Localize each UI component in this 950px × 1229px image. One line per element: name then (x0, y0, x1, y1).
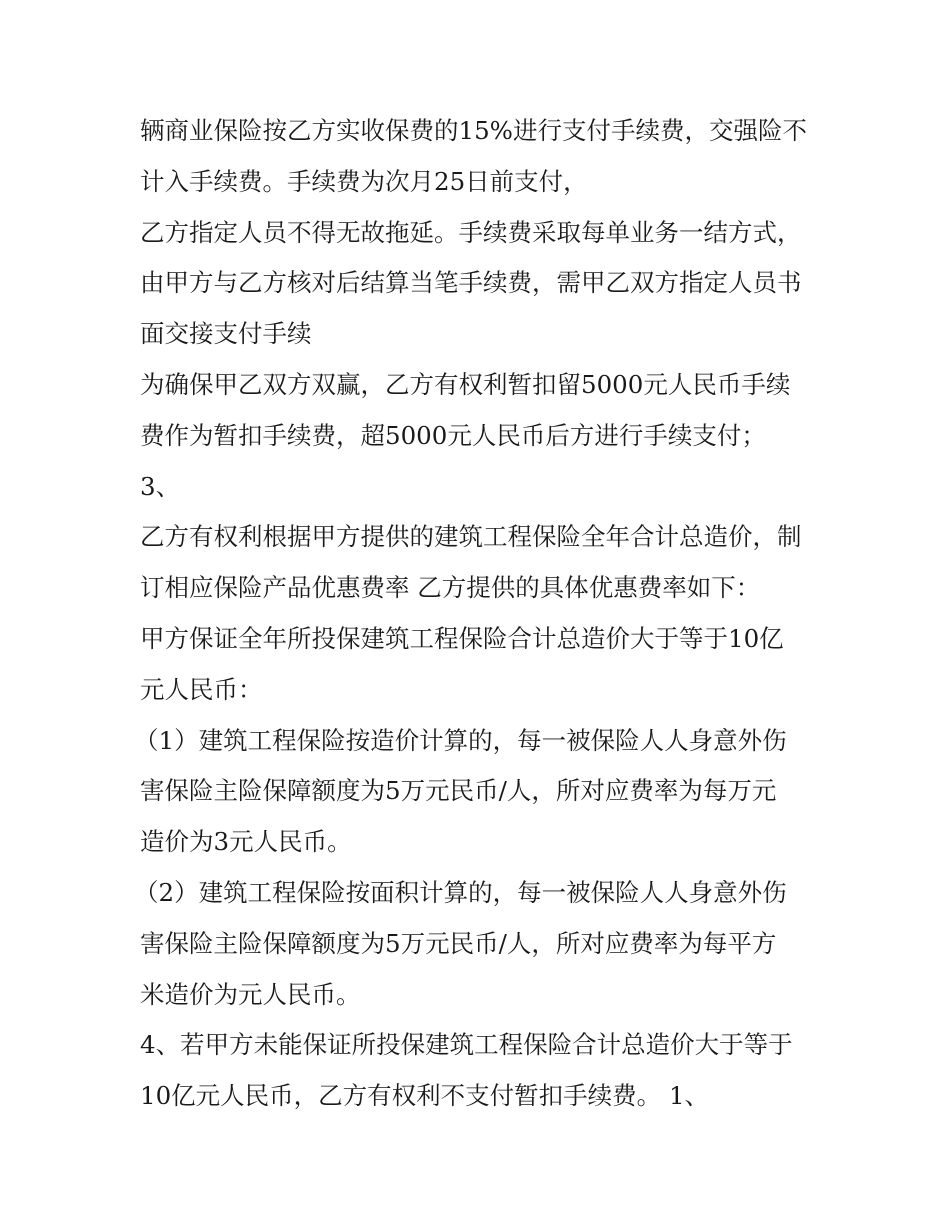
text-line: 甲方保证全年所投保建筑工程保险合计总造价大于等于10亿 (140, 623, 784, 653)
text-line: （1）建筑工程保险按造价计算的，每一被保险人人身意外伤 (134, 725, 787, 755)
text-line: 害保险主险保障额度为5万元民币/人，所对应费率为每万元 (140, 776, 777, 806)
text-line: 元人民币： (140, 674, 263, 704)
text-line: 害保险主险保障额度为5万元民币/人，所对应费率为每平方 (140, 928, 777, 958)
text-line: 由甲方与乙方核对后结算当笔手续费，需甲乙双方指定人员书 (140, 268, 802, 298)
text-line: （2）建筑工程保险按面积计算的，每一被保险人人身意外伤 (134, 877, 787, 907)
text-line: 乙方有权利根据甲方提供的建筑工程保险全年合计总造价，制 (140, 522, 802, 552)
text-line: 4、若甲方未能保证所投保建筑工程保险合计总造价大于等于 (140, 1030, 793, 1060)
text-line: 订相应保险产品优惠费率 乙方提供的具体优惠费率如下： (140, 573, 761, 603)
text-line: 3、 (140, 471, 181, 501)
text-line: 面交接支付手续 (140, 319, 312, 349)
text-line: 造价为3元人民币。 (140, 827, 352, 857)
text-line: 乙方指定人员不得无故拖延。手续费采取每单业务一结方式， (140, 217, 802, 247)
text-line: 米造价为元人民币。 (140, 979, 361, 1009)
text-line: 计入手续费。手续费为次月25日前支付， (140, 166, 588, 196)
text-line: 辆商业保险按乙方实收保费的15%进行支付手续费，交强险不 (140, 116, 807, 145)
document-body (134, 106, 820, 1122)
text-line: 为确保甲乙双方双赢，乙方有权利暂扣留5000元人民币手续 (140, 369, 791, 399)
text-line: 10亿元人民币，乙方有权利不支付暂扣手续费。 1、 (140, 1081, 710, 1111)
text-line: 费作为暂扣手续费，超5000元人民币后方进行手续支付； (140, 420, 766, 450)
